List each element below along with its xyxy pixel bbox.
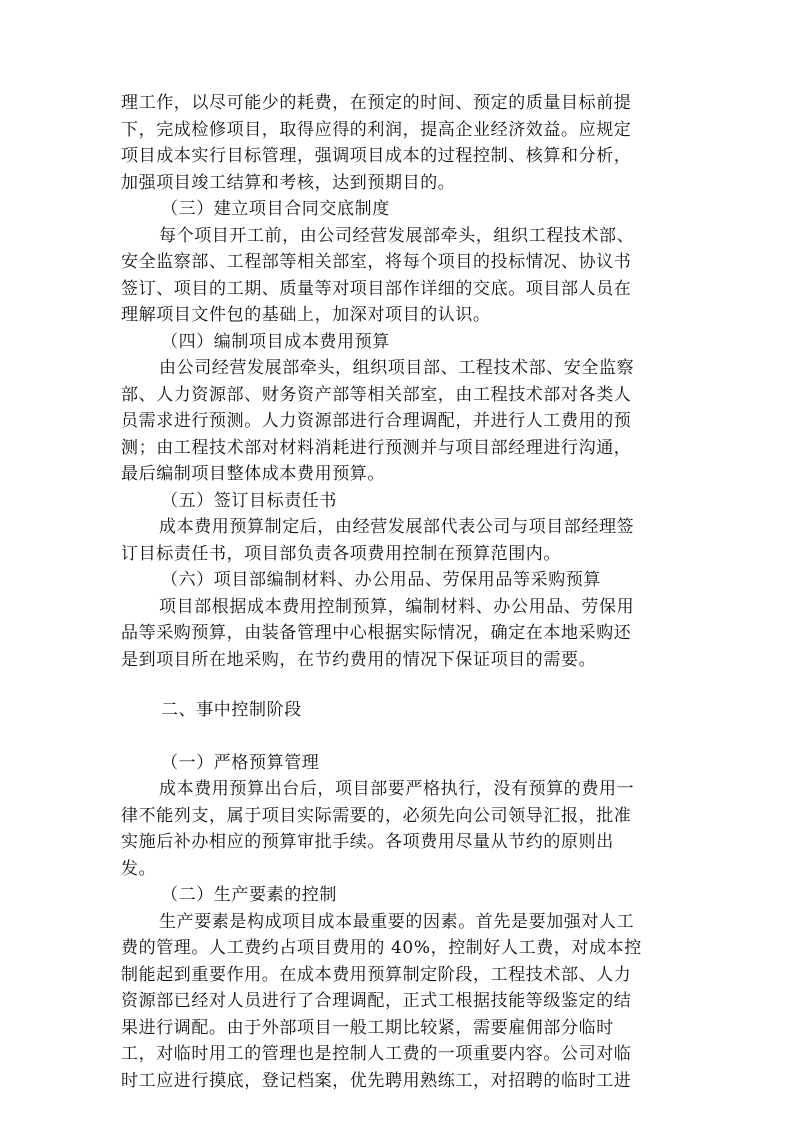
body-text-line: 律不能列支，属于项目实际需要的，必须先向公司领导汇报，批准 [121, 805, 632, 826]
body-text-line: 发。 [121, 858, 157, 879]
section-heading: 二、事中控制阶段 [161, 700, 302, 720]
paragraph-first-line: 项目部根据成本费用控制预算，编制材料、办公用品、劳保用 [159, 596, 635, 617]
paragraph-first-line: 成本费用预算出台后，项目部要严格执行，没有预算的费用一 [159, 779, 635, 799]
subsection-heading: （一）严格预算管理 [161, 752, 320, 773]
body-text-line: 工，对临时用工的管理也是控制人工费的一项重要内容。公司对临 [121, 1044, 632, 1064]
subsection-heading: （五）签订目标责任书 [161, 490, 337, 511]
body-text-line: 时工应进行摸底，登记档案，优先聘用熟练工，对招聘的临时工进 [121, 1070, 632, 1091]
body-text-line: 费的管理。人工费约占项目费用的 40%，控制好人工费，对成本控 [121, 938, 642, 958]
body-text-line: 是到项目所在地采购，在节约费用的情况下保证项目的需要。 [121, 649, 597, 670]
body-text-line: 项目成本实行目标管理，强调项目成本的过程控制、核算和分析， [121, 146, 632, 166]
body-text-line: 订目标责任书，项目部负责各项费用控制在预算范围内。 [121, 543, 561, 564]
subsection-heading: （二）生产要素的控制 [161, 885, 337, 905]
paragraph-first-line: 由公司经营发展部牵头，组织项目部、工程技术部、安全监察 [159, 358, 635, 378]
body-text-line: 理解项目文件包的基础上，加深对项目的认识。 [121, 305, 491, 325]
body-text-line: 实施后补办相应的预算审批手续。各项费用尽量从节约的原则出 [121, 832, 614, 852]
body-text-line: 加强项目竣工结算和考核，达到预期目的。 [121, 172, 456, 193]
paragraph-first-line: 每个项目开工前，由公司经营发展部牵头，组织工程技术部、 [159, 225, 635, 246]
body-text-line: 理工作，以尽可能少的耗费，在预定的时间、预定的质量目标前提 [121, 93, 632, 113]
body-text-line: 资源部已经对人员进行了合理调配，正式工根据技能等级鉴定的结 [121, 991, 632, 1011]
body-text-line: 果进行调配。由于外部项目一般工期比较紧，需要雇佣部分临时 [121, 1017, 614, 1038]
subsection-heading: （六）项目部编制材料、办公用品、劳保用品等采购预算 [161, 570, 601, 590]
body-text-line: 测；由工程技术部对材料消耗进行预测并与项目部经理进行沟通， [121, 437, 632, 458]
document-page [121, 90, 674, 1094]
body-text-line: 最后编制项目整体成本费用预算。 [121, 464, 385, 484]
subsection-heading: （三）建立项目合同交底制度 [161, 199, 390, 219]
paragraph-first-line: 生产要素是构成项目成本最重要的因素。首先是要加强对人工 [159, 911, 635, 932]
body-text-line: 下，完成检修项目，取得应得的利润，提高企业经济效益。应规定 [121, 119, 632, 140]
body-text-line: 员需求进行预测。人力资源部进行合理调配，并进行人工费用的预 [121, 411, 632, 431]
body-text-line: 安全监察部、工程部等相关部室，将每个项目的投标情况、协议书 [121, 252, 632, 272]
body-text-line: 部、人力资源部、财务资产部等相关部室，由工程技术部对各类人 [121, 384, 632, 405]
body-text-line: 制能起到重要作用。在成本费用预算制定阶段，工程技术部、人力 [121, 964, 632, 985]
paragraph-first-line: 成本费用预算制定后，由经营发展部代表公司与项目部经理签 [159, 517, 635, 537]
body-text-line: 品等采购预算，由装备管理中心根据实际情况，确定在本地采购还 [121, 623, 632, 643]
body-text-line: 签订、项目的工期、质量等对项目部作详细的交底。项目部人员在 [121, 278, 632, 299]
subsection-heading: （四）编制项目成本费用预算 [161, 331, 390, 352]
